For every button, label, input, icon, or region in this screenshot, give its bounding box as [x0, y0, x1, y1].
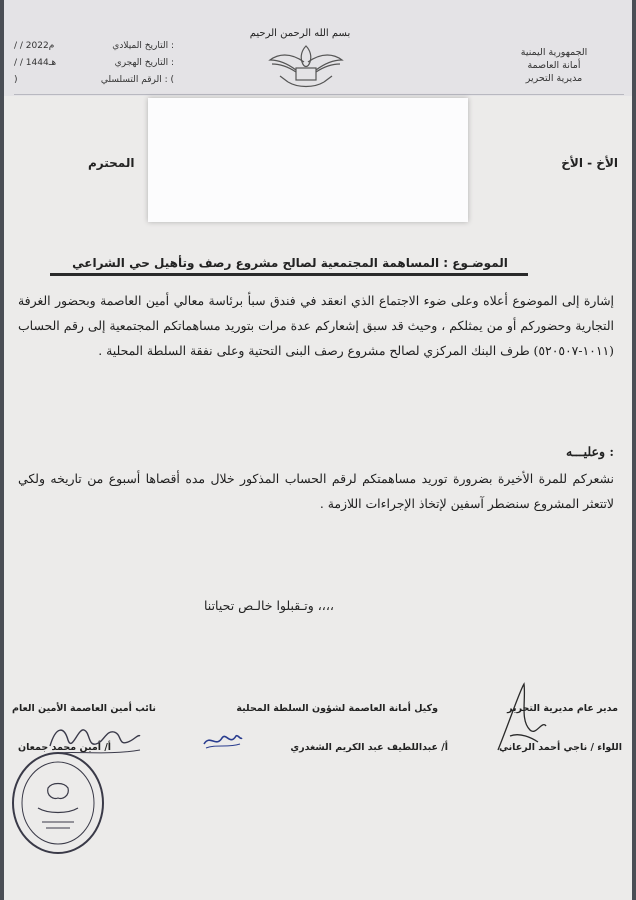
meta-row-hijri	[14, 55, 174, 72]
ministry-block	[494, 46, 614, 85]
ministry-line-3: مديرية التحرير	[525, 73, 583, 84]
meta-label: التاريخ الهجري :	[114, 58, 174, 68]
official-stamp-icon	[8, 748, 108, 858]
signature-title-3: نائب أمين العاصمة الأمين العام	[12, 703, 156, 714]
letter-subject: الموضـوع : المساهمة المجتمعية لصالح مشروع رصف وتأهيل حي الشراعي	[72, 256, 508, 270]
meta-value: / / 1444هـ	[14, 58, 57, 68]
header-divider	[14, 94, 624, 95]
closing-line: وتـقبلوا خالـص تحياتنا ،،،،	[204, 598, 334, 613]
meta-label: التاريخ الميلادي :	[112, 41, 174, 51]
signature-scribble-1	[490, 680, 550, 760]
signature-scribble-2	[200, 726, 244, 752]
signature-name-3: أ/ أمين محمد جمعان	[18, 742, 112, 753]
body-transition: وعليـــه :	[565, 444, 614, 459]
meta-value: )	[14, 75, 18, 85]
body-paragraph-1: إشارة إلى الموضوع أعلاه وعلى ضوء الاجتماع الذي انعقد في فندق سبأ برئاسة معالي أمين العاصمة وبحضور الغرفة التجارية وحضوركم أو من يمثلكم ، وحيث قد سبق إشعاركم عدة مرات بتوريد مساهماتكم المجتمعية إلى رقم الحساب (١٠١١-٥٢٠٥٠٧) طرف البنك المركزي لصالح مشروع رصف البنى التحتية وعلى نفقة السلطة المحلية .	[18, 293, 614, 358]
yemen-emblem-icon	[266, 42, 346, 90]
meta-value: / / 2022م	[14, 41, 55, 51]
letter-page	[4, 0, 632, 900]
ministry-line-2: أمانة العاصمة	[527, 60, 581, 71]
ministry-line-1: الجمهورية اليمنية	[520, 47, 588, 58]
body-paragraph-2: نشعركم للمرة الأخيرة بضرورة توريد مساهمتكم لرقم الحساب المذكور خلال مده أقصاها أسبوع من تاريخه ولكي لاتتعثر المشروع سنضطر آسفين لإتخاذ الإجراءات اللازمة .	[18, 471, 614, 511]
subject-underline	[50, 273, 528, 276]
signature-title-1: مدير عام مديرية التحرير	[507, 703, 618, 714]
meta-row-serial	[14, 72, 174, 89]
signature-name-2: أ/ عبداللطيف عبد الكريم الشغدري	[290, 742, 448, 753]
basmala: بسم الله الرحمن الرحيم	[249, 28, 351, 39]
date-meta-block	[14, 38, 174, 89]
meta-label: الرقم التسلسلي : (	[100, 75, 174, 85]
recipient-honorific: المحترم	[88, 156, 135, 170]
redaction-patch	[148, 98, 468, 222]
signature-name-1: اللواء / ناجي أحمد الرعاني	[499, 742, 622, 753]
recipient-greeting: الأخ - الأخ	[561, 156, 618, 170]
meta-row-gregorian	[14, 38, 174, 55]
signature-title-2: وكيل أمانة العاصمة لشؤون السلطة المحلية	[236, 703, 438, 714]
